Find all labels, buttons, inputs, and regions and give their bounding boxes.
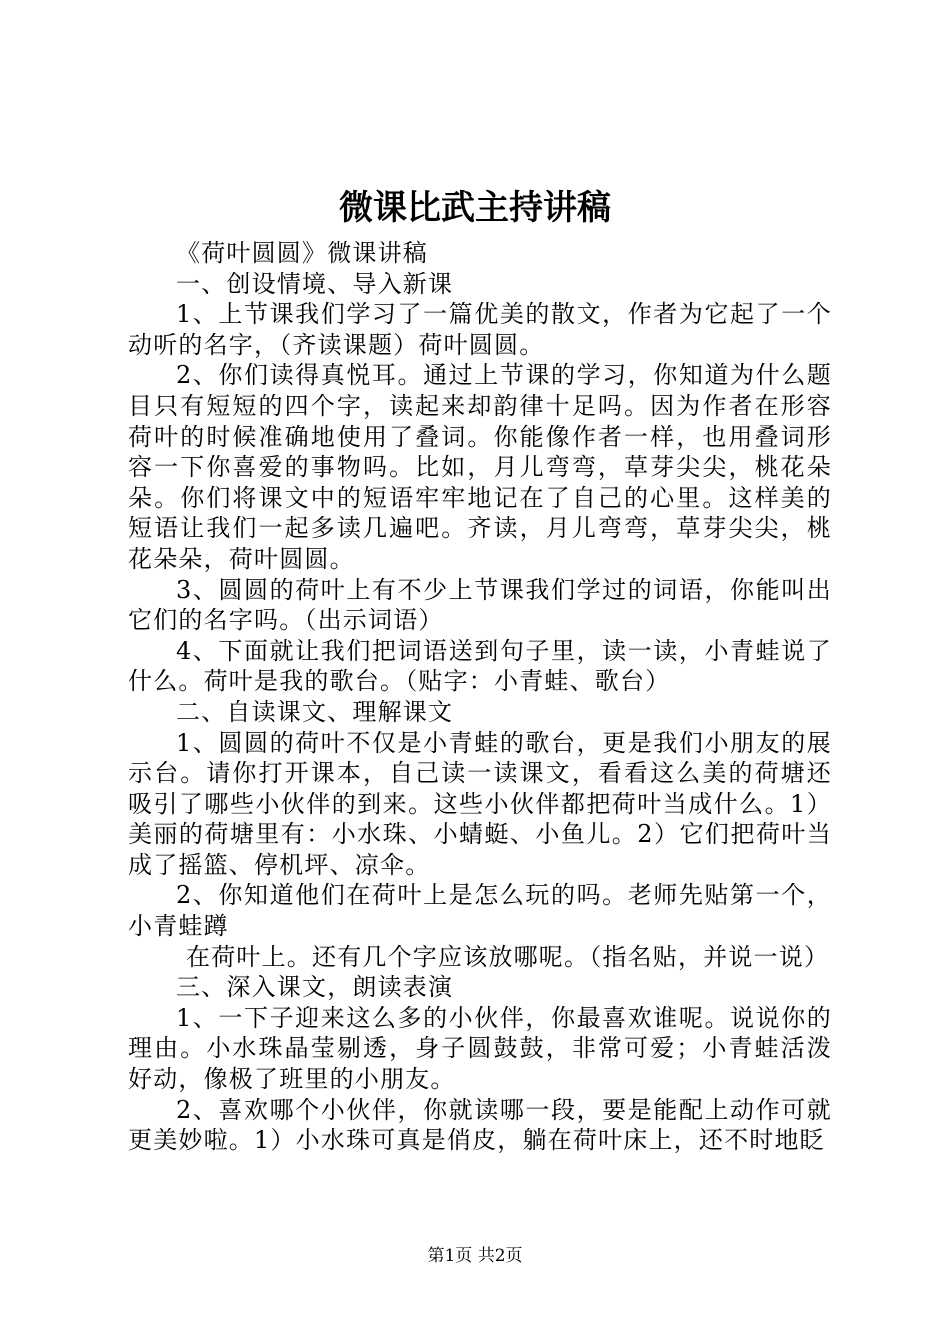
- section-heading: 一、创设情境、导入新课: [176, 269, 454, 298]
- body-paragraph: 1、一下子迎来这么多的小伙伴，你最喜欢谁呢。说说你的理由。小水珠晶莹剔透，身子圆鼓鼓，非常可爱；小青蛙活泼好动，像极了班里的小朋友。: [128, 1003, 832, 1094]
- body-paragraph: 在荷叶上。还有几个字应该放哪呢。（指名贴，并说一说）: [186, 942, 830, 971]
- body-paragraph: 4、下面就让我们把词语送到句子里，读一读，小青蛙说了什么。荷叶是我的歌台。（贴字：小青蛙、歌台）: [128, 636, 832, 696]
- body-paragraph: 1、圆圆的荷叶不仅是小青蛙的歌台，更是我们小朋友的展示台。请你打开课本，自己读一读课文，看看这么美的荷塘还吸引了哪些小伙伴的到来。这些小伙伴都把荷叶当成什么。1）美丽的荷塘里有：小水珠、小蜻蜓、小鱼儿。2）它们把荷叶当成了摇篮、停机坪、凉伞。: [128, 728, 832, 879]
- document-body: [128, 238, 832, 1156]
- page-footer: 第1页 共2页: [427, 1246, 523, 1266]
- body-paragraph: 1、上节课我们学习了一篇优美的散文，作者为它起了一个动听的名字，（齐读课题）荷叶圆圆。: [128, 300, 832, 359]
- body-paragraph: 3、圆圆的荷叶上有不少上节课我们学过的词语，你能叫出它们的名字吗。（出示词语）: [128, 575, 832, 635]
- document-title: 微课比武主持讲稿: [339, 188, 611, 228]
- section-heading: 二、自读课文、理解课文: [176, 697, 454, 726]
- section-heading: 三、深入课文，朗读表演: [176, 973, 454, 1002]
- lesson-heading: 《荷叶圆圆》微课讲稿: [176, 239, 428, 267]
- body-paragraph: 2、喜欢哪个小伙伴，你就读哪一段，要是能配上动作可就更美妙啦。1）小水珠可真是俏皮，躺在荷叶床上，还不时地眨: [128, 1095, 832, 1155]
- body-paragraph: 2、你们读得真悦耳。通过上节课的学习，你知道为什么题目只有短短的四个字，读起来却韵律十足吗。因为作者在形容荷叶的时候准确地使用了叠词。你能像作者一样，也用叠词形容一下你喜爱的事物吗。比如，月儿弯弯，草芽尖尖，桃花朵朵。你们将课文中的短语牢牢地记在了自己的心里。这样美的短语让我们一起多读几遍吧。齐读，月儿弯弯，草芽尖尖，桃花朵朵，荷叶圆圆。: [128, 361, 832, 573]
- body-paragraph: 2、你知道他们在荷叶上是怎么玩的吗。老师先贴第一个，小青蛙蹲: [128, 881, 832, 941]
